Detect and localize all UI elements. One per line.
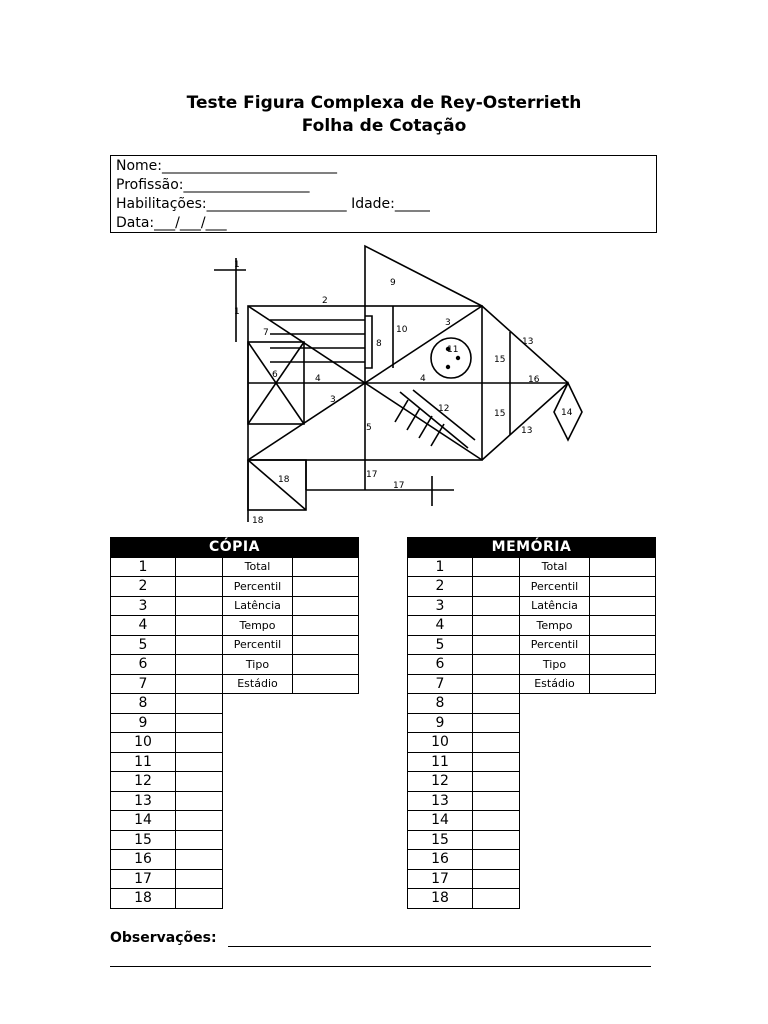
- item-score-cell[interactable]: [473, 655, 520, 675]
- summary-value-cell[interactable]: [590, 577, 656, 597]
- empty-cell: [520, 733, 590, 753]
- item-number: 18: [111, 889, 176, 909]
- item-score-cell[interactable]: [176, 733, 223, 753]
- item-number: 4: [408, 616, 473, 636]
- summary-value-cell[interactable]: [293, 674, 359, 694]
- summary-label: Percentil: [223, 635, 293, 655]
- item-number: 6: [408, 655, 473, 675]
- summary-label: Latência: [223, 596, 293, 616]
- summary-label: Tempo: [223, 616, 293, 636]
- empty-cell: [520, 811, 590, 831]
- summary-value-cell[interactable]: [590, 596, 656, 616]
- figure-label: 15: [494, 409, 506, 419]
- summary-label: Percentil: [520, 577, 590, 597]
- summary-value-cell[interactable]: [590, 616, 656, 636]
- figure-label: 2: [322, 296, 328, 306]
- summary-value-cell[interactable]: [293, 655, 359, 675]
- item-number: 17: [111, 869, 176, 889]
- figure-label: 13: [522, 337, 534, 347]
- item-number: 18: [408, 889, 473, 909]
- table-row: [111, 889, 359, 909]
- item-score-cell[interactable]: [473, 616, 520, 636]
- empty-cell: [520, 850, 590, 870]
- table-row: [111, 557, 359, 577]
- item-number: 15: [111, 830, 176, 850]
- summary-label: Tempo: [520, 616, 590, 636]
- empty-cell: [293, 772, 359, 792]
- empty-cell: [293, 713, 359, 733]
- table-row: [408, 850, 656, 870]
- empty-cell: [223, 850, 293, 870]
- item-score-cell[interactable]: [176, 635, 223, 655]
- empty-cell: [520, 830, 590, 850]
- item-number: 2: [408, 577, 473, 597]
- item-score-cell[interactable]: [473, 713, 520, 733]
- item-number: 12: [111, 772, 176, 792]
- summary-value-cell[interactable]: [590, 557, 656, 577]
- item-score-cell[interactable]: [473, 791, 520, 811]
- item-number: 5: [111, 635, 176, 655]
- figure-label: 9: [390, 278, 396, 288]
- item-number: 9: [408, 713, 473, 733]
- item-number: 9: [111, 713, 176, 733]
- copia-score-table: [110, 537, 359, 909]
- item-score-cell[interactable]: [176, 557, 223, 577]
- summary-value-cell[interactable]: [590, 655, 656, 675]
- memoria-heading: MEMÓRIA: [408, 538, 656, 558]
- copia-heading: CÓPIA: [111, 538, 359, 558]
- figure-label: 1: [234, 260, 240, 270]
- empty-cell: [293, 811, 359, 831]
- empty-cell: [590, 830, 656, 850]
- empty-cell: [223, 791, 293, 811]
- item-score-cell[interactable]: [473, 577, 520, 597]
- item-number: 1: [408, 557, 473, 577]
- empty-cell: [293, 830, 359, 850]
- item-score-cell[interactable]: [176, 830, 223, 850]
- figure-label: 6: [272, 370, 278, 380]
- item-number: 10: [408, 733, 473, 753]
- table-row: [111, 772, 359, 792]
- empty-cell: [223, 772, 293, 792]
- figure-label: 7: [263, 328, 269, 338]
- page-subtitle: Folha de Cotação: [301, 116, 467, 136]
- observacoes-line[interactable]: [228, 946, 651, 947]
- table-row: [111, 733, 359, 753]
- item-number: 1: [111, 557, 176, 577]
- table-row: [408, 596, 656, 616]
- summary-value-cell[interactable]: [293, 577, 359, 597]
- table-row: [408, 557, 656, 577]
- empty-cell: [223, 811, 293, 831]
- item-score-cell[interactable]: [176, 869, 223, 889]
- empty-cell: [223, 752, 293, 772]
- summary-value-cell[interactable]: [293, 596, 359, 616]
- table-row: [408, 733, 656, 753]
- table-row: [408, 655, 656, 675]
- empty-cell: [590, 791, 656, 811]
- summary-value-cell[interactable]: [293, 616, 359, 636]
- item-number: 16: [111, 850, 176, 870]
- item-score-cell[interactable]: [176, 596, 223, 616]
- profissao-field[interactable]: Profissão:__________________: [116, 177, 310, 193]
- item-number: 2: [111, 577, 176, 597]
- figure-label: 17: [393, 481, 405, 491]
- figure-label: 14: [561, 408, 573, 418]
- table-row: [111, 616, 359, 636]
- empty-cell: [223, 869, 293, 889]
- summary-label: Tipo: [520, 655, 590, 675]
- item-score-cell[interactable]: [176, 772, 223, 792]
- item-score-cell[interactable]: [473, 850, 520, 870]
- item-number: 5: [408, 635, 473, 655]
- table-row: [408, 869, 656, 889]
- table-row: [408, 694, 656, 714]
- page-title: Teste Figura Complexa de Rey-Osterrieth: [186, 93, 582, 113]
- item-number: 4: [111, 616, 176, 636]
- item-score-cell[interactable]: [176, 811, 223, 831]
- empty-cell: [520, 791, 590, 811]
- rey-figure-drawing: [210, 240, 590, 530]
- empty-cell: [223, 733, 293, 753]
- empty-cell: [520, 694, 590, 714]
- item-score-cell[interactable]: [473, 674, 520, 694]
- summary-label: Total: [223, 557, 293, 577]
- item-number: 13: [111, 791, 176, 811]
- empty-cell: [293, 850, 359, 870]
- item-number: 3: [111, 596, 176, 616]
- table-row: [408, 616, 656, 636]
- empty-cell: [590, 869, 656, 889]
- empty-cell: [223, 694, 293, 714]
- item-number: 17: [408, 869, 473, 889]
- summary-label: Percentil: [520, 635, 590, 655]
- table-row: [408, 713, 656, 733]
- figure-label: 13: [521, 426, 533, 436]
- empty-cell: [590, 811, 656, 831]
- table-row: [111, 869, 359, 889]
- item-number: 7: [408, 674, 473, 694]
- empty-cell: [223, 889, 293, 909]
- item-score-cell[interactable]: [176, 791, 223, 811]
- empty-cell: [520, 752, 590, 772]
- table-row: [111, 830, 359, 850]
- empty-cell: [520, 869, 590, 889]
- item-score-cell[interactable]: [473, 596, 520, 616]
- item-number: 3: [408, 596, 473, 616]
- item-number: 8: [111, 694, 176, 714]
- table-row: [111, 596, 359, 616]
- table-row: [111, 577, 359, 597]
- figure-label: 18: [252, 516, 264, 526]
- table-row: [408, 811, 656, 831]
- summary-value-cell[interactable]: [590, 674, 656, 694]
- empty-cell: [590, 752, 656, 772]
- table-row: [111, 713, 359, 733]
- empty-cell: [293, 791, 359, 811]
- empty-cell: [293, 694, 359, 714]
- item-number: 11: [408, 752, 473, 772]
- empty-cell: [293, 869, 359, 889]
- empty-cell: [293, 733, 359, 753]
- observacoes-label: Observações:: [110, 930, 217, 946]
- item-number: 15: [408, 830, 473, 850]
- empty-cell: [590, 850, 656, 870]
- empty-cell: [590, 733, 656, 753]
- figure-label: 11: [447, 345, 459, 355]
- figure-label: 3: [445, 318, 451, 328]
- patient-info-box: [110, 155, 657, 233]
- data-field[interactable]: Data:___/___/___: [116, 215, 227, 231]
- figure-label: 16: [528, 375, 540, 385]
- empty-cell: [223, 713, 293, 733]
- figure-label: 12: [438, 404, 450, 414]
- item-number: 16: [408, 850, 473, 870]
- table-row: [408, 752, 656, 772]
- item-score-cell[interactable]: [473, 752, 520, 772]
- table-row: [408, 830, 656, 850]
- memoria-score-table: [407, 537, 656, 909]
- summary-label: Percentil: [223, 577, 293, 597]
- item-score-cell[interactable]: [473, 830, 520, 850]
- item-score-cell[interactable]: [176, 713, 223, 733]
- table-row: [111, 674, 359, 694]
- item-number: 10: [111, 733, 176, 753]
- table-row: [111, 791, 359, 811]
- item-number: 7: [111, 674, 176, 694]
- summary-value-cell[interactable]: [293, 635, 359, 655]
- item-number: 13: [408, 791, 473, 811]
- empty-cell: [520, 713, 590, 733]
- summary-label: Estádio: [520, 674, 590, 694]
- item-number: 14: [111, 811, 176, 831]
- item-score-cell[interactable]: [473, 772, 520, 792]
- empty-cell: [293, 889, 359, 909]
- table-row: [408, 674, 656, 694]
- summary-label: Latência: [520, 596, 590, 616]
- figure-label: 8: [376, 339, 382, 349]
- table-row: [111, 752, 359, 772]
- item-score-cell[interactable]: [176, 850, 223, 870]
- figure-label: 17: [366, 470, 378, 480]
- figure-label: 4: [420, 374, 426, 384]
- figure-label: 15: [494, 355, 506, 365]
- table-row: [408, 791, 656, 811]
- empty-cell: [590, 694, 656, 714]
- table-row: [408, 772, 656, 792]
- item-number: 11: [111, 752, 176, 772]
- empty-cell: [590, 889, 656, 909]
- summary-value-cell[interactable]: [293, 557, 359, 577]
- empty-cell: [590, 713, 656, 733]
- figure-label: 5: [366, 423, 372, 433]
- item-score-cell[interactable]: [473, 694, 520, 714]
- summary-value-cell[interactable]: [590, 635, 656, 655]
- item-score-cell[interactable]: [176, 577, 223, 597]
- item-score-cell[interactable]: [176, 616, 223, 636]
- item-score-cell[interactable]: [176, 752, 223, 772]
- empty-cell: [223, 830, 293, 850]
- figure-label: 18: [278, 475, 290, 485]
- item-score-cell[interactable]: [473, 889, 520, 909]
- table-row: [408, 635, 656, 655]
- summary-label: Estádio: [223, 674, 293, 694]
- item-number: 14: [408, 811, 473, 831]
- item-score-cell[interactable]: [176, 674, 223, 694]
- item-score-cell[interactable]: [176, 655, 223, 675]
- item-score-cell[interactable]: [176, 694, 223, 714]
- habilitacoes-field[interactable]: Habilitações:____________________: [116, 196, 347, 212]
- table-row: [111, 655, 359, 675]
- item-score-cell[interactable]: [473, 557, 520, 577]
- item-score-cell[interactable]: [473, 811, 520, 831]
- table-row: [111, 811, 359, 831]
- item-score-cell[interactable]: [473, 869, 520, 889]
- empty-cell: [520, 772, 590, 792]
- observacoes-line[interactable]: [110, 966, 651, 967]
- item-number: 12: [408, 772, 473, 792]
- idade-field[interactable]: Idade:_____: [351, 196, 430, 212]
- figure-label: 3: [330, 395, 336, 405]
- figure-label: 10: [396, 325, 408, 335]
- empty-cell: [590, 772, 656, 792]
- summary-label: Tipo: [223, 655, 293, 675]
- table-row: [408, 889, 656, 909]
- item-score-cell[interactable]: [473, 733, 520, 753]
- rey-complex-figure: [210, 240, 590, 530]
- item-number: 8: [408, 694, 473, 714]
- empty-cell: [293, 752, 359, 772]
- table-row: [111, 635, 359, 655]
- item-score-cell[interactable]: [473, 635, 520, 655]
- figure-label: 1: [234, 307, 240, 317]
- table-row: [111, 850, 359, 870]
- empty-cell: [520, 889, 590, 909]
- nome-field[interactable]: Nome:_________________________: [116, 158, 338, 174]
- figure-label: 4: [315, 374, 321, 384]
- summary-label: Total: [520, 557, 590, 577]
- item-score-cell[interactable]: [176, 889, 223, 909]
- habilitacoes-idade-line: [116, 195, 651, 214]
- table-row: [111, 694, 359, 714]
- table-row: [408, 577, 656, 597]
- item-number: 6: [111, 655, 176, 675]
